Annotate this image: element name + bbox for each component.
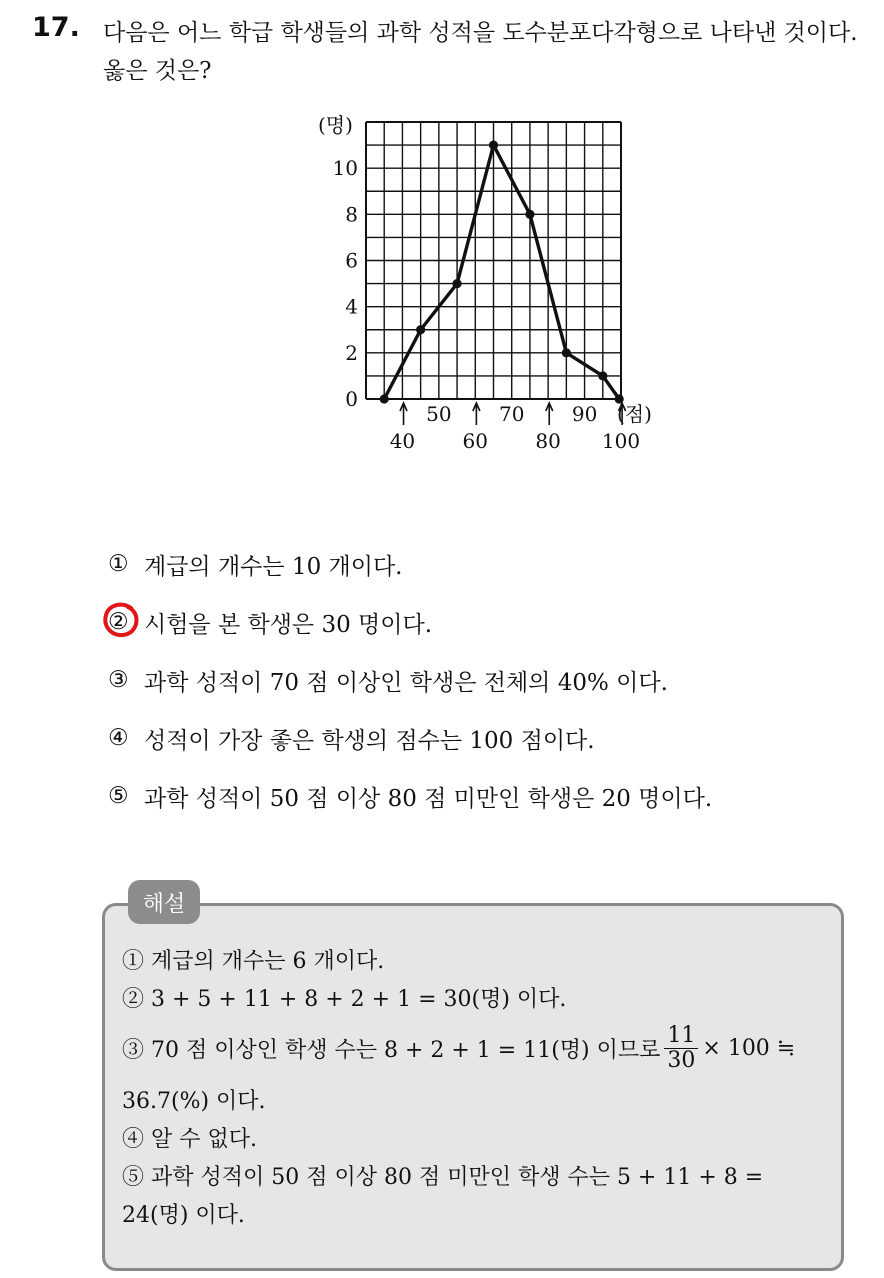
choice-text: 성적이 가장 좋은 학생의 점수는 100 점이다. [144,727,595,754]
choice-mark: ③ [108,667,129,693]
selected-answer-circle [101,600,141,640]
y-axis-label: (명) [318,113,353,137]
fraction-denominator: 30 [667,1047,696,1073]
x-axis-label: (점) [617,402,652,426]
y-tick-label: 6 [345,248,358,273]
solution-tab: 해설 [128,880,200,924]
y-tick-label: 10 [332,156,358,181]
choice-mark: ① [108,551,129,577]
data-point [452,279,461,288]
data-point [598,371,607,380]
choice-text: 과학 성적이 50 점 이상 80 점 미만인 학생은 20 명이다. [144,785,713,812]
x-tick-label-upper: 50 [426,402,452,426]
choice-3[interactable] [108,651,712,709]
data-point [380,394,389,403]
solution-line-3-post: × 100 ≒ [702,1035,796,1061]
fraction [664,1024,698,1073]
solution-line-7: 24(명) 이다. [122,1202,245,1228]
frequency-polygon-chart [310,110,660,460]
choice-mark: ② [108,609,129,635]
choice-5[interactable] [108,767,712,825]
x-tick-label-lower: 40 [389,429,416,453]
fraction-numerator: 11 [664,1024,698,1049]
data-point [489,140,498,149]
solution-line-3-pre: ③ 70 점 이상인 학생 수는 8 + 2 + 1 = 11(명) 이므로 [122,1037,661,1063]
x-tick-label-lower: 60 [462,429,489,453]
choice-4[interactable] [108,709,712,767]
y-tick-label: 8 [345,202,358,227]
x-tick-label-upper: 70 [498,402,525,426]
y-tick-label: 4 [345,294,358,319]
chart-polygon [380,140,624,403]
choice-text: 과학 성적이 70 점 이상인 학생은 전체의 40% 이다. [144,669,668,696]
solution-line-6: ⑤ 과학 성적이 50 점 이상 80 점 미만인 학생 수는 5 + 11 + 8 = [122,1164,764,1190]
y-tick-label: 2 [345,340,358,365]
choice-text: 계급의 개수는 10 개이다. [144,553,403,580]
solution-line-4: 36.7(%) 이다. [122,1088,266,1114]
question-number: 17. [32,12,80,43]
choices-list [108,535,712,825]
choice-text: 시험을 본 학생은 30 명이다. [144,611,433,638]
data-point [562,348,571,357]
x-tick-label-lower: 80 [535,429,561,453]
data-point [525,210,534,219]
solution-line-5: ④ 알 수 없다. [122,1126,257,1152]
y-tick-label: 0 [345,387,358,411]
choice-mark: ⑤ [108,783,129,809]
question-text: 다음은 어느 학급 학생들의 과학 성적을 도수분포다각형으로 나타낸 것이다. 옳은 것은? [103,20,858,84]
solution-body [122,940,832,1232]
solution-line-2: ② 3 + 5 + 11 + 8 + 2 + 1 = 30(명) 이다. [122,986,567,1012]
solution-line-3 [122,1016,832,1080]
data-point [416,325,425,334]
solution-line-1: ① 계급의 개수는 6 개이다. [122,948,385,974]
x-tick-label-upper: 90 [571,402,598,426]
x-tick-label-lower: 100 [601,429,641,453]
choice-2[interactable] [108,593,712,651]
choice-1[interactable] [108,535,712,593]
choice-mark: ④ [108,725,129,751]
